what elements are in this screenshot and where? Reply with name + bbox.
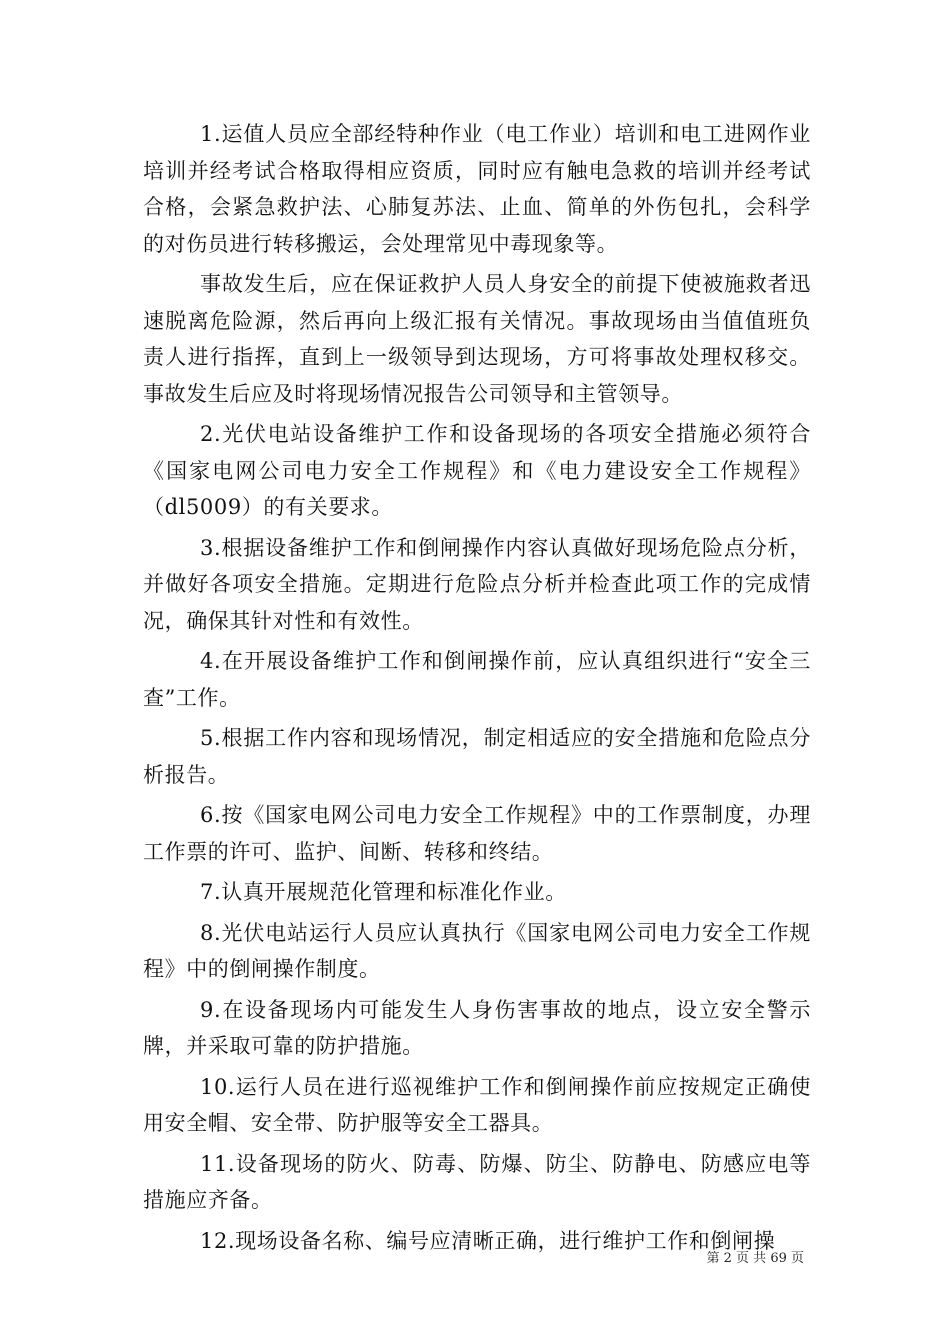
paragraph-8: 7.认真开展规范化管理和标准化作业。 (200, 880, 567, 904)
paragraph-10: 9.在设备现场内可能发生人身伤害事故的地点，设立安全警示牌，并采取可靠的防护措施。 (143, 997, 811, 1058)
paragraph-5: 4.在开展设备维护工作和倒闸操作前，应认真组织进行“安全三查”工作。 (143, 649, 811, 710)
paragraph-7: 6.按《国家电网公司电力安全工作规程》中的工作票制度，办理工作票的许可、监护、间断、转移和终结。 (143, 803, 811, 864)
paragraph-3: 2.光伏电站设备维护工作和设备现场的各项安全措施必须符合《国家电网公司电力安全工作规程》和《电力建设安全工作规程》（dl5009）的有关要求。 (143, 422, 811, 519)
document-body (143, 116, 811, 1263)
paragraph-2: 事故发生后，应在保证救护人员人身安全的前提下使被施救者迅速脱离危险源，然后再向上级汇报有关情况。事故现场由当值值班负责人进行指挥，直到上一级领导到达现场，方可将事故处理权移交。事故发生后应及时将现场情况报告公司领导和主管领导。 (143, 272, 811, 406)
page-number: 第 2 页 共 69 页 (706, 1251, 804, 1266)
paragraph-9: 8.光伏电站运行人员应认真执行《国家电网公司电力安全工作规程》中的倒闸操作制度。 (143, 920, 811, 981)
paragraph-1: 1.运值人员应全部经特种作业（电工作业）培训和电工进网作业培训并经考试合格取得相应资质，同时应有触电急救的培训并经考试合格，会紧急救护法、心肺复苏法、止血、简单的外伤包扎，会科学的对伤员进行转移搬运，会处理常见中毒现象等。 (143, 122, 811, 256)
paragraph-4: 3.根据设备维护工作和倒闸操作内容认真做好现场危险点分析，并做好各项安全措施。定期进行危险点分析并检查此项工作的完成情况，确保其针对性和有效性。 (143, 535, 811, 633)
paragraph-6: 5.根据工作内容和现场情况，制定相适应的安全措施和危险点分析报告。 (143, 726, 811, 787)
paragraph-11: 10.运行人员在进行巡视维护工作和倒闸操作前应按规定正确使用安全帽、安全带、防护服等安全工器具。 (143, 1074, 811, 1135)
paragraph-13: 12.现场设备名称、编号应清晰正确，进行维护工作和倒闸操 (200, 1228, 776, 1253)
paragraph-12: 11.设备现场的防火、防毒、防爆、防尘、防静电、防感应电等措施应齐备。 (143, 1151, 811, 1212)
